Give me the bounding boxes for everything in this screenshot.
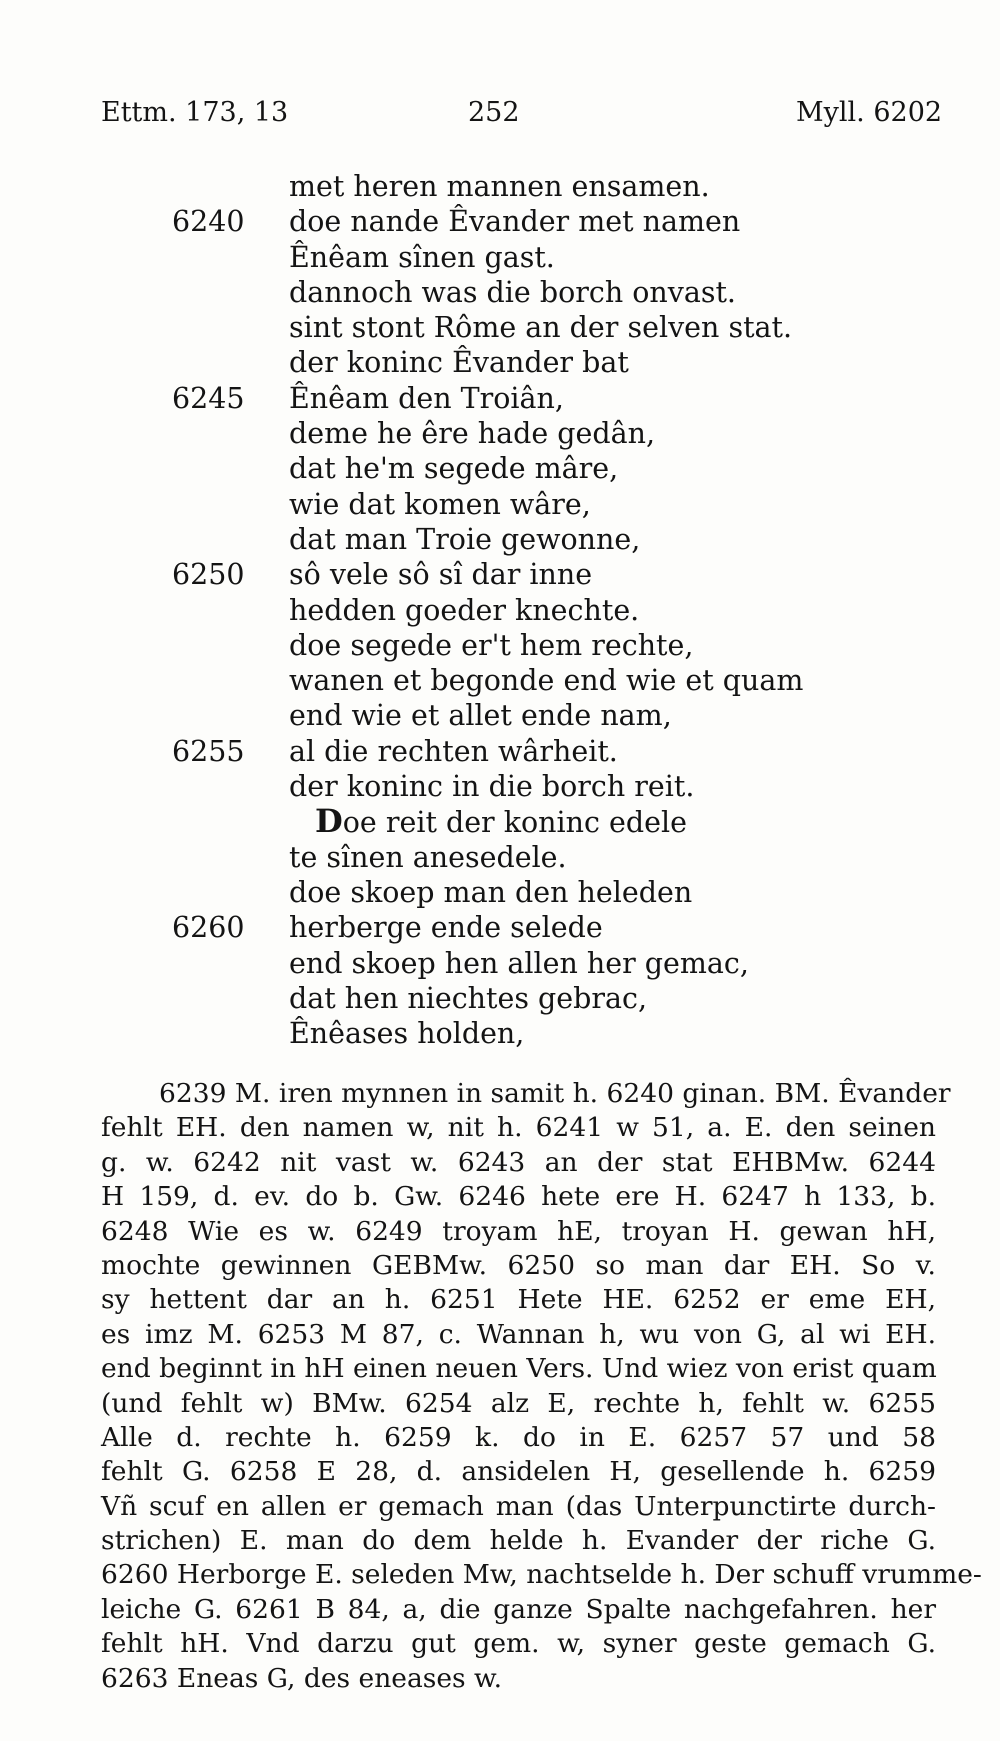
verse-text: al die rechten wârheit.: [289, 734, 618, 768]
apparatus-line: fehlt G. 6258 E 28, d. ansidelen H, gesellende h. 6259: [101, 1456, 936, 1488]
verse-line: [0, 240, 1000, 275]
verse-text-rest: oe reit der koninc edele: [342, 806, 687, 840]
verse-text: doe skoep man den heleden: [289, 875, 693, 909]
verse-line: [0, 734, 1000, 769]
apparatus-line: 6263 Eneas G, des eneases w.: [101, 1662, 503, 1694]
apparatus-line: fehlt hH. Vnd darzu gut gem. w, syner geste gemach G.: [101, 1628, 936, 1660]
verse-block: [0, 169, 1000, 1051]
verse-text: met heren mannen ensamen.: [289, 170, 710, 203]
apparatus-line: 6239 M. iren mynnen in samit h. 6240 ginan. BM. Êvander: [159, 1078, 951, 1109]
apparatus-line: H 159, d. ev. do b. Gw. 6246 hete ere H. 6247 h 133, b.: [101, 1181, 936, 1213]
verse-line: [0, 769, 1000, 804]
verse-line: [0, 345, 1000, 380]
page-header: [0, 97, 1000, 137]
verse-text: sint stont Rôme an der selven stat.: [289, 311, 793, 345]
verse-line: [0, 663, 1000, 698]
verse-text: wie dat komen wâre,: [289, 487, 591, 521]
apparatus-line: Vñ scuf en allen er gemach man (das Unterpunctirte durch-: [101, 1490, 936, 1522]
verse-line: [0, 593, 1000, 628]
verse-text: hedden goeder knechte.: [289, 593, 640, 627]
apparatus-line: 6260 Herborge E. seleden Mw, nachtselde h. Der schuff vrumme-: [101, 1559, 982, 1591]
verse-line: [0, 275, 1000, 310]
verse-line: [0, 310, 1000, 345]
verse-line: [0, 522, 1000, 557]
verse-text: der koninc Êvander bat: [289, 346, 629, 380]
verse-line: [0, 628, 1000, 663]
verse-text: end skoep hen allen her gemac,: [289, 946, 749, 980]
verse-text: doe nande Êvander met namen: [289, 205, 741, 239]
verse-line: [0, 840, 1000, 875]
verse-line: [0, 1016, 1000, 1051]
apparatus-line: strichen) E. man do dem helde h. Evander der riche G.: [101, 1525, 936, 1557]
apparatus-line: end beginnt in hH einen neuen Vers. Und wiez von erist quam: [101, 1353, 937, 1385]
verse-line: [0, 451, 1000, 486]
section-initial: D: [315, 802, 343, 841]
verse-text: end wie et allet ende nam,: [289, 699, 672, 733]
verse-number: 6240: [172, 205, 245, 239]
verse-text: wanen et begonde end wie et quam: [289, 664, 804, 698]
verse-number: 6255: [172, 734, 245, 768]
verse-text: Ênêam den Troiân,: [289, 381, 564, 415]
header-right-reference: Myll. 6202: [796, 97, 943, 128]
verse-line: [0, 910, 1000, 945]
header-left-reference: Ettm. 173, 13: [101, 97, 289, 128]
verse-text: herberge ende selede: [289, 911, 603, 945]
verse-line: [0, 946, 1000, 981]
verse-text: dat he'm segede mâre,: [289, 452, 619, 486]
verse-text: [315, 804, 687, 840]
verse-line: [0, 169, 1000, 204]
verse-text: Ênêases holden,: [289, 1017, 525, 1051]
apparatus-line: 6248 Wie es w. 6249 troyam hE, troyan H. gewan hH,: [101, 1215, 936, 1247]
apparatus-line: mochte gewinnen GEBMw. 6250 so man dar EH. So v.: [101, 1249, 936, 1281]
apparatus-line: sy hettent dar an h. 6251 Hete HE. 6252 er eme EH,: [101, 1284, 936, 1316]
verse-line: [0, 416, 1000, 451]
verse-text: sô vele sô sî dar inne: [289, 558, 593, 592]
apparatus-line: fehlt EH. den namen w, nit h. 6241 w 51, a. E. den seinen: [101, 1112, 936, 1144]
verse-line: [0, 204, 1000, 239]
verse-line: [0, 804, 1000, 839]
verse-line: [0, 981, 1000, 1016]
verse-text: deme he êre hade gedân,: [289, 417, 656, 451]
verse-line: [0, 875, 1000, 910]
verse-text: dat man Troie gewonne,: [289, 522, 641, 556]
verse-number: 6245: [172, 381, 245, 415]
verse-line: [0, 381, 1000, 416]
verse-line: [0, 557, 1000, 592]
apparatus-line: es imz M. 6253 M 87, c. Wannan h, wu von G, al wi EH.: [101, 1318, 936, 1350]
page-number: 252: [468, 97, 520, 128]
apparatus-line: Alle d. rechte h. 6259 k. do in E. 6257 57 und 58: [101, 1421, 936, 1453]
verse-number: 6260: [172, 911, 245, 945]
verse-text: Ênêam sînen gast.: [289, 240, 555, 274]
verse-text: doe segede er't hem rechte,: [289, 628, 694, 662]
verse-text: dat hen niechtes gebrac,: [289, 981, 648, 1015]
verse-line: [0, 698, 1000, 733]
apparatus-line: g. w. 6242 nit vast w. 6243 an der stat EHBMw. 6244: [101, 1146, 936, 1178]
apparatus-line: leiche G. 6261 B 84, a, die ganze Spalte nachgefahren. her: [101, 1593, 936, 1625]
verse-number: 6250: [172, 558, 245, 592]
verse-text: der koninc in die borch reit.: [289, 770, 695, 804]
verse-text: dannoch was die borch onvast.: [289, 275, 736, 309]
critical-apparatus: [101, 1077, 982, 1696]
verse-line: [0, 487, 1000, 522]
apparatus-line: (und fehlt w) BMw. 6254 alz E, rechte h, fehlt w. 6255: [101, 1387, 936, 1419]
verse-text: te sînen anesedele.: [289, 840, 567, 874]
